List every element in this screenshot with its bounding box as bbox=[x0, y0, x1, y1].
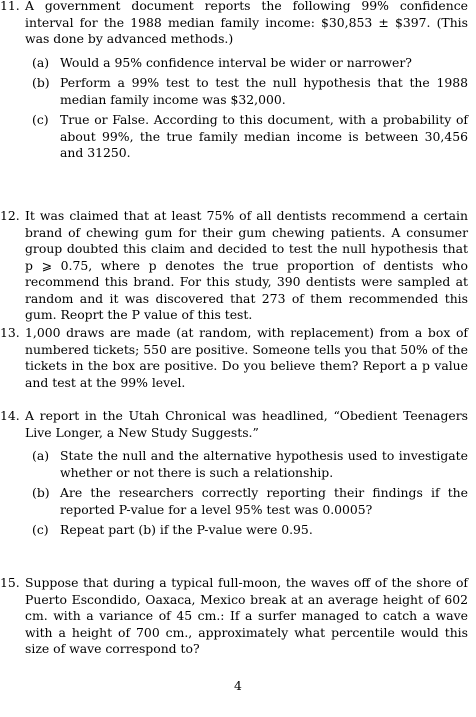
sub-question-label: (a) bbox=[32, 54, 50, 70]
problem-text: 1,000 draws are made (at random, with replacement) from a box of numbered tickets; 550 are positive. Someone tells you that 50% of the tickets in the box are positive. Do you believe them? Report a p value and test at the 99% level. bbox=[25, 325, 468, 390]
problem-text: Suppose that during a typical full-moon, the waves off of the shore of Puerto Escondido, Oaxaca, Mexico break at an average height of 602 cm. with a variance of 45 cm.: If a surfer managed to catch a wave with a height of 700 cm., approximately what percentile would this size of wave correspond to? bbox=[25, 575, 468, 656]
sub-question-text: Are the researchers correctly reporting their findings if the reported P-value for a level 95% test was 0.0005? bbox=[60, 485, 468, 517]
problem-text: A report in the Utah Chronical was headlined, “Obedient Teenagers Live Longer, a New Study Suggests.” bbox=[25, 408, 468, 440]
problem-15 bbox=[0, 575, 468, 658]
sub-question-label: (c) bbox=[32, 112, 49, 127]
sub-question-text: Would a 95% confidence interval be wider or narrower? bbox=[60, 54, 412, 70]
sub-question bbox=[25, 112, 468, 162]
sub-question-label: (b) bbox=[32, 75, 50, 90]
problem-text: A government document reports the following 99% confidence interval for the 1988 median family income: $30,853 ± $397. (This was done by advanced methods.) bbox=[25, 0, 468, 46]
sub-question bbox=[25, 485, 468, 518]
page-number: 4 bbox=[234, 678, 242, 693]
sub-question bbox=[25, 75, 468, 108]
sub-question-text: True or False. According to this document, with a probability of about 99%, the true family median income is between 30,456 and 31250. bbox=[60, 112, 468, 160]
problem-11 bbox=[0, 0, 468, 166]
problem-13 bbox=[0, 325, 468, 391]
sub-question-label: (b) bbox=[32, 485, 50, 500]
sub-question-text: State the null and the alternative hypothesis used to investigate whether or not there is such a relationship. bbox=[60, 448, 468, 480]
problem-number: 14. bbox=[0, 408, 20, 423]
sub-question bbox=[25, 522, 468, 539]
sub-question-text: Perform a 99% test to test the null hypothesis that the 1988 median family income was $32,000. bbox=[60, 75, 468, 107]
sub-question bbox=[25, 55, 468, 72]
sub-question-text: Repeat part (b) if the P-value were 0.95. bbox=[60, 522, 313, 537]
problem-number: 11. bbox=[0, 0, 20, 13]
sub-question-label: (a) bbox=[32, 448, 50, 463]
problem-14 bbox=[0, 408, 468, 543]
problem-12 bbox=[0, 208, 468, 324]
sub-question-list bbox=[25, 55, 468, 162]
problem-number: 15. bbox=[0, 575, 20, 590]
sub-question bbox=[25, 448, 468, 481]
sub-question-list bbox=[25, 448, 468, 539]
problem-text: It was claimed that at least 75% of all dentists recommend a certain brand of chewing gum for their gum chewing patients. A consumer group doubted this claim and decided to test the null hypothesis that p ⩾ 0.75, where p denotes the true proportion of dentists who recommend this brand. For this study, 390 dentists were sampled at random and it was discovered that 273 of them recommended this gum. Reoprt the P value of this test. bbox=[25, 208, 468, 322]
problem-number: 12. bbox=[0, 208, 20, 223]
sub-question-label: (c) bbox=[32, 522, 49, 537]
problem-number: 13. bbox=[0, 325, 20, 340]
